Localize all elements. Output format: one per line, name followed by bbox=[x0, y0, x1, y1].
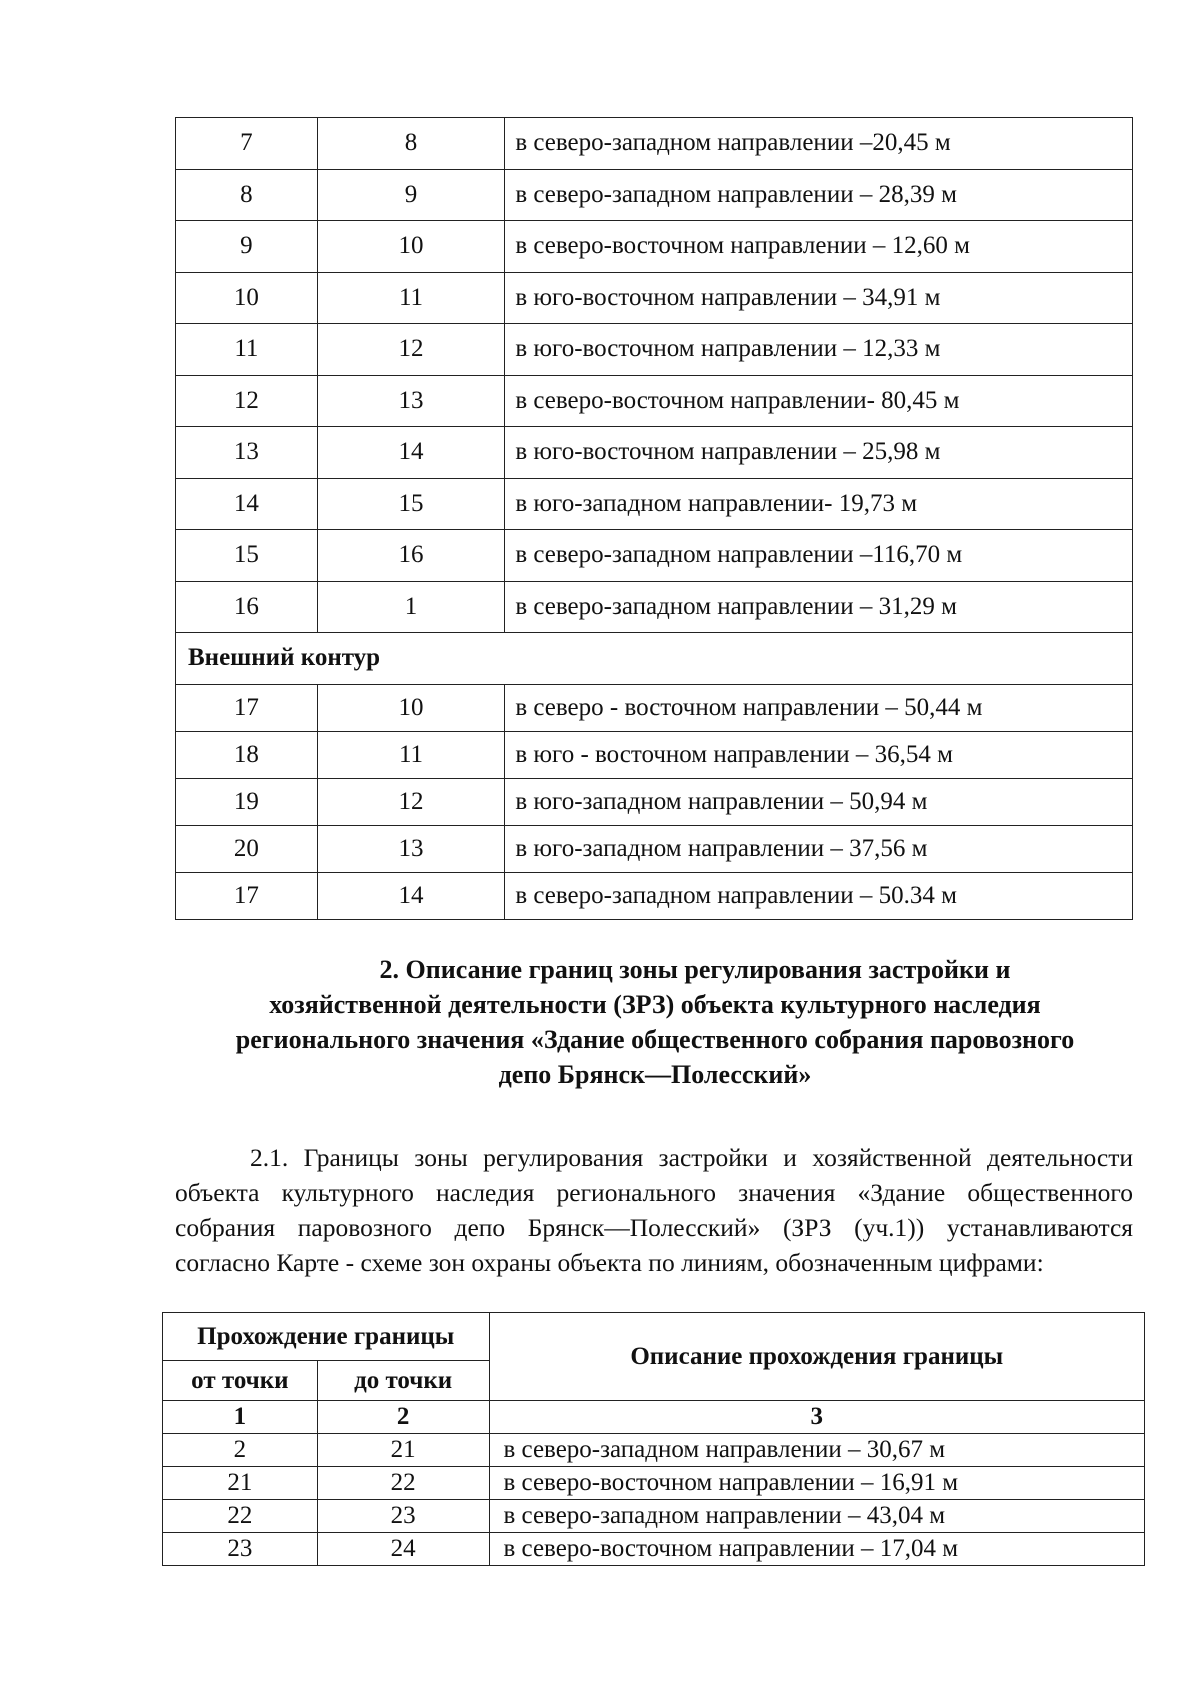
header-to-point: до точки bbox=[317, 1361, 489, 1401]
from-point: 17 bbox=[176, 684, 318, 731]
table-row bbox=[176, 118, 1133, 170]
table-row bbox=[163, 1500, 1145, 1533]
to-point: 10 bbox=[317, 221, 505, 273]
table-row bbox=[176, 825, 1133, 872]
from-point: 14 bbox=[176, 478, 318, 530]
to-point: 12 bbox=[317, 778, 505, 825]
from-point: 20 bbox=[176, 825, 318, 872]
boundary-table-2 bbox=[162, 1312, 1145, 1566]
to-point: 13 bbox=[317, 375, 505, 427]
table-row bbox=[176, 581, 1133, 633]
from-point: 9 bbox=[176, 221, 318, 273]
from-point: 19 bbox=[176, 778, 318, 825]
column-number: 2 bbox=[317, 1401, 489, 1434]
boundary-description: в северо-западном направлении – 28,39 м bbox=[505, 169, 1133, 221]
to-point: 15 bbox=[317, 478, 505, 530]
to-point: 16 bbox=[317, 530, 505, 582]
boundary-description: в юго-западном направлении – 37,56 м bbox=[505, 825, 1133, 872]
boundary-description: в юго-западном направлении- 19,73 м bbox=[505, 478, 1133, 530]
heading-line: регионального значения «Здание общественного собрания паровозного bbox=[235, 1025, 1075, 1054]
column-number: 1 bbox=[163, 1401, 318, 1434]
header-row bbox=[163, 1313, 1145, 1361]
heading-line: хозяйственной деятельности (ЗРЗ) объекта культурного наследия bbox=[269, 990, 1041, 1019]
outer-contour-label: Внешний контур bbox=[176, 633, 1133, 685]
boundary-description: в юго-восточном направлении – 25,98 м bbox=[505, 427, 1133, 479]
table-row bbox=[163, 1434, 1145, 1467]
heading-line: депо Брянск—Полесский» bbox=[498, 1060, 812, 1089]
to-point: 23 bbox=[317, 1500, 489, 1533]
table-row bbox=[176, 478, 1133, 530]
boundary-description: в северо-западном направлении –116,70 м bbox=[505, 530, 1133, 582]
table-row bbox=[176, 872, 1133, 919]
boundary-description: в юго-западном направлении – 50,94 м bbox=[505, 778, 1133, 825]
boundary-description: в северо - восточном направлении – 50,44 м bbox=[505, 684, 1133, 731]
heading-line: 2. Описание границ зоны регулирования застройки и bbox=[379, 955, 1011, 984]
boundary-description: в северо-западном направлении –20,45 м bbox=[505, 118, 1133, 170]
column-number: 3 bbox=[489, 1401, 1145, 1434]
from-point: 7 bbox=[176, 118, 318, 170]
from-point: 17 bbox=[176, 872, 318, 919]
section-paragraph: 2.1. Границы зоны регулирования застройки и хозяйственной деятельности объекта культурного наследия регионального значения «Здание общественного собрания паровозного депо Брянск—Полесский» (ЗРЗ (уч.1)) устанавливаются согласно Карте - схеме зон охраны объекта по линиям, обозначенным цифрами: bbox=[175, 1142, 1133, 1277]
header-description: Описание прохождения границы bbox=[489, 1313, 1145, 1401]
from-point: 16 bbox=[176, 581, 318, 633]
boundary-description: в северо-западном направлении – 43,04 м bbox=[489, 1500, 1145, 1533]
to-point: 1 bbox=[317, 581, 505, 633]
to-point: 10 bbox=[317, 684, 505, 731]
table-row bbox=[176, 221, 1133, 273]
table-row bbox=[163, 1467, 1145, 1500]
boundary-description: в юго-восточном направлении – 12,33 м bbox=[505, 324, 1133, 376]
table-row bbox=[176, 731, 1133, 778]
boundary-description: в северо-восточном направлении – 16,91 м bbox=[489, 1467, 1145, 1500]
to-point: 21 bbox=[317, 1434, 489, 1467]
to-point: 12 bbox=[317, 324, 505, 376]
boundary-description: в северо-западном направлении – 50.34 м bbox=[505, 872, 1133, 919]
table-row bbox=[176, 375, 1133, 427]
to-point: 9 bbox=[317, 169, 505, 221]
boundary-description: в северо-западном направлении – 30,67 м bbox=[489, 1434, 1145, 1467]
header-from-point: от точки bbox=[163, 1361, 318, 1401]
from-point: 15 bbox=[176, 530, 318, 582]
to-point: 14 bbox=[317, 872, 505, 919]
to-point: 14 bbox=[317, 427, 505, 479]
boundary-description: в северо-восточном направлении- 80,45 м bbox=[505, 375, 1133, 427]
boundary-table-1 bbox=[175, 117, 1133, 920]
from-point: 8 bbox=[176, 169, 318, 221]
table-row bbox=[163, 1533, 1145, 1566]
to-point: 13 bbox=[317, 825, 505, 872]
header-boundary-passage: Прохождение границы bbox=[163, 1313, 490, 1361]
table-row bbox=[176, 272, 1133, 324]
boundary-description: в юго-восточном направлении – 34,91 м bbox=[505, 272, 1133, 324]
column-number-row bbox=[163, 1401, 1145, 1434]
from-point: 2 bbox=[163, 1434, 318, 1467]
table-row bbox=[176, 778, 1133, 825]
boundary-description: в северо-восточном направлении – 12,60 м bbox=[505, 221, 1133, 273]
to-point: 11 bbox=[317, 272, 505, 324]
from-point: 22 bbox=[163, 1500, 318, 1533]
from-point: 18 bbox=[176, 731, 318, 778]
boundary-description: в юго - восточном направлении – 36,54 м bbox=[505, 731, 1133, 778]
from-point: 23 bbox=[163, 1533, 318, 1566]
from-point: 13 bbox=[176, 427, 318, 479]
from-point: 10 bbox=[176, 272, 318, 324]
from-point: 11 bbox=[176, 324, 318, 376]
section-heading bbox=[175, 952, 1135, 1092]
table-row bbox=[176, 324, 1133, 376]
boundary-description: в северо-восточном направлении – 17,04 м bbox=[489, 1533, 1145, 1566]
from-point: 21 bbox=[163, 1467, 318, 1500]
to-point: 24 bbox=[317, 1533, 489, 1566]
from-point: 12 bbox=[176, 375, 318, 427]
group-header-row bbox=[176, 633, 1133, 685]
boundary-description: в северо-западном направлении – 31,29 м bbox=[505, 581, 1133, 633]
table-row bbox=[176, 684, 1133, 731]
table-row bbox=[176, 530, 1133, 582]
to-point: 8 bbox=[317, 118, 505, 170]
to-point: 11 bbox=[317, 731, 505, 778]
table-row bbox=[176, 427, 1133, 479]
to-point: 22 bbox=[317, 1467, 489, 1500]
table-row bbox=[176, 169, 1133, 221]
